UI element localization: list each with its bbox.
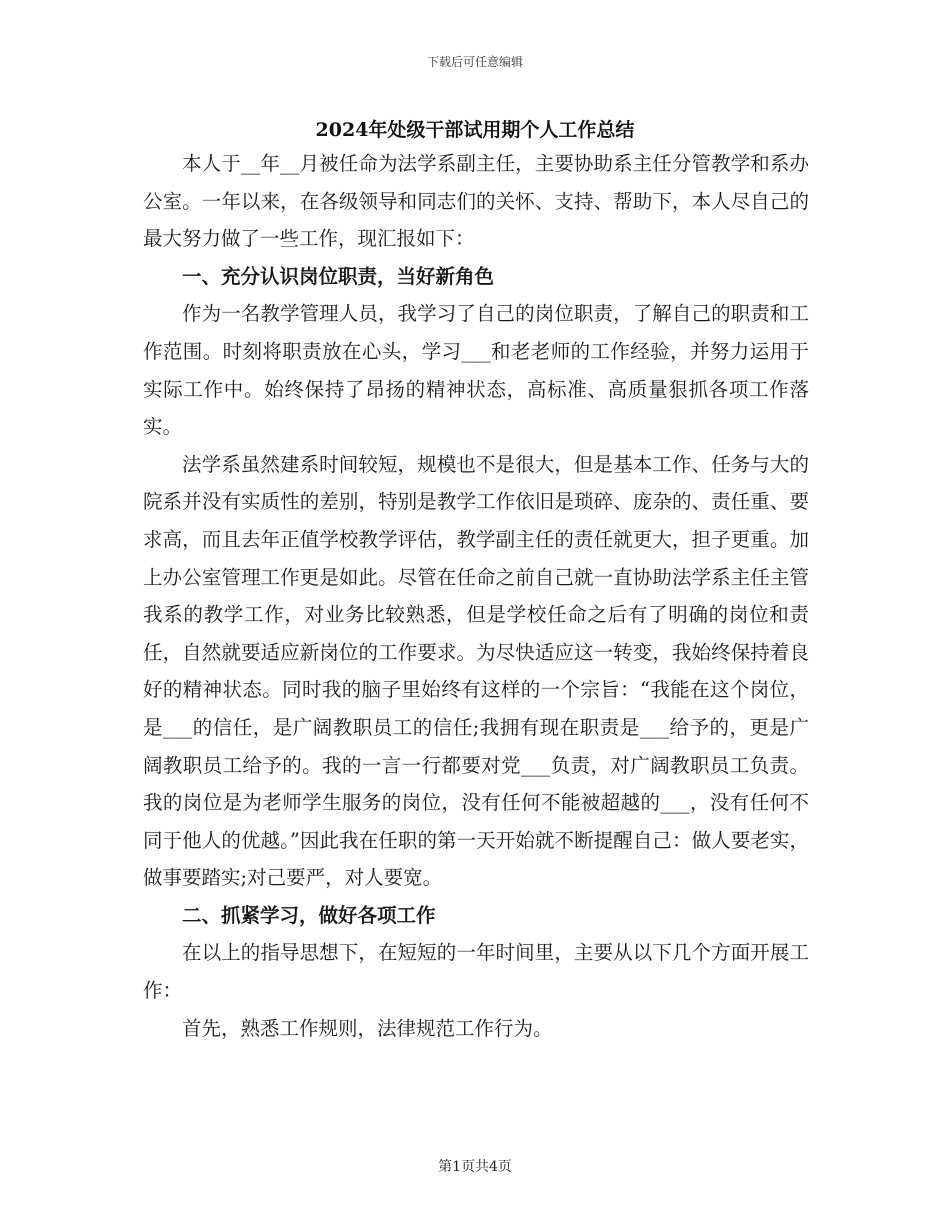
document-body: [143, 145, 809, 1047]
paragraph: 在以上的指导思想下，在短短的一年时间里，主要从以下几个方面开展工作：: [143, 941, 809, 1003]
page-footer: 第1页共4页: [438, 1159, 512, 1175]
section-heading: 二、抓紧学习，做好各项工作: [182, 903, 436, 927]
document-title: 2024年处级干部试用期个人工作总结: [315, 119, 635, 141]
paragraph: 法学系虽然建系时间较短，规模也不是很大，但是基本工作、任务与大的院系并没有实质性的差别，特别是教学工作依旧是琐碎、庞杂的、责任重、要求高，而且去年正值学校教学评估，教学副主任的责任就更大，担子更重。加上办公室管理工作更是如此。尽管在任命之前自己就一直协助法学系主任主管我系的教学工作，对业务比较熟悉，但是学校任命之后有了明确的岗位和责任，自然就要适应新岗位的工作要求。为尽快适应这一转变，我始终保持着良好的精神状态。同时我的脑子里始终有这样的一个宗旨：“我能在这个岗位，是___的信任，是广阔教职员工的信任;我拥有现在职责是___给予的，更是广阔教职员工给予的。我的一言一行都要对党___负责，对广阔教职员工负责。我的岗位是为老师学生服务的岗位，没有任何不能被超越的___，没有任何不同于他人的优越。”因此我在任职的第一天开始就不断提醒自己：做人要老实，做事要踏实;对己要严，对人要宽。: [143, 452, 809, 890]
section-heading: 一、充分认识岗位职责，当好新角色: [182, 264, 495, 288]
paragraph: 作为一名教学管理人员，我学习了自己的岗位职责，了解自己的职责和工作范围。时刻将职责放在心头，学习___和老老师的工作经验，并努力运用于实际工作中。始终保持了昂扬的精神状态，高标准、高质量狠抓各项工作落实。: [143, 302, 809, 439]
paragraph: 首先，熟悉工作规则，法律规范工作行为。: [182, 1016, 553, 1040]
paragraph: 本人于__年__月被任命为法学系副主任，主要协助系主任分管教学和系办公室。一年以来，在各级领导和同志们的关怀、支持、帮助下，本人尽自己的最大努力做了一些工作，现汇报如下：: [143, 152, 809, 251]
page-header: 下载后可任意编辑: [426, 55, 523, 69]
